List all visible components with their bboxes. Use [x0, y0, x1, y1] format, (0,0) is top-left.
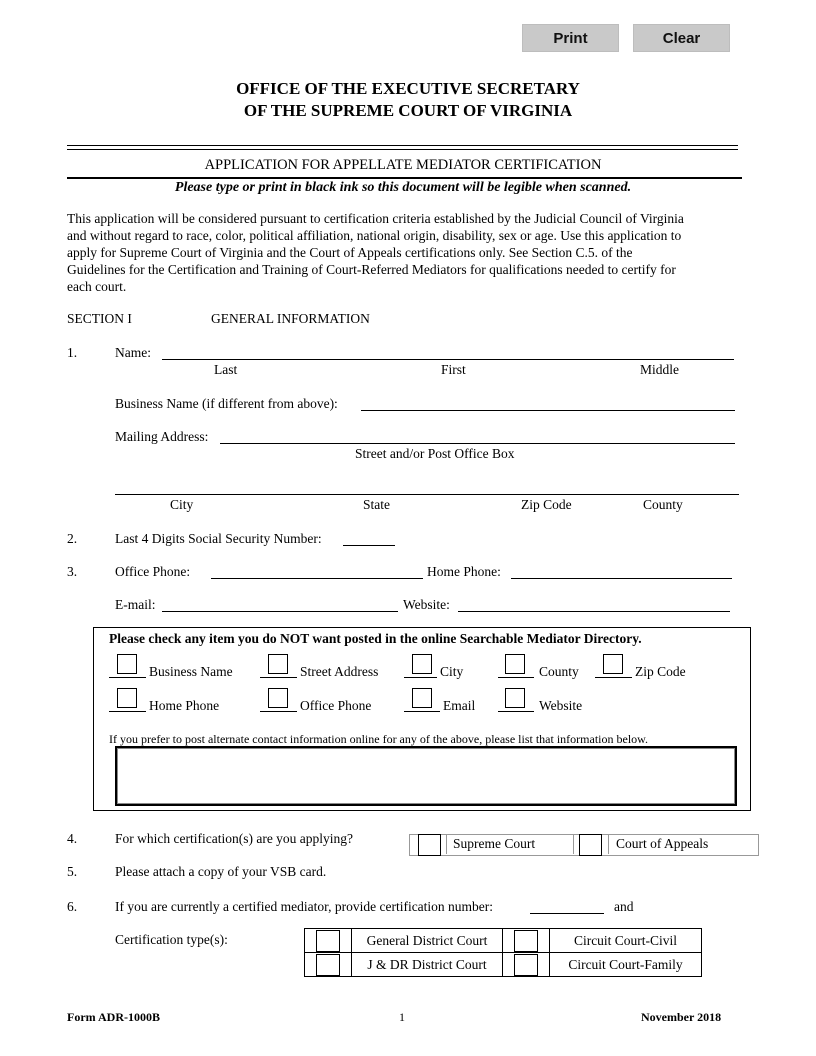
hide-zip-code-checkbox[interactable]: [603, 654, 623, 674]
business-name-input[interactable]: [361, 395, 735, 411]
name-sub-first: First: [441, 362, 466, 377]
intro-line: each court.: [67, 279, 127, 294]
office-heading-line2: OF THE SUPREME COURT OF VIRGINIA: [243, 101, 573, 120]
checkbox-underline: [595, 677, 632, 678]
name-sub-middle: Middle: [640, 362, 679, 377]
checkbox-underline: [498, 677, 534, 678]
address-sub-zip: Zip Code: [521, 497, 572, 512]
section-number: SECTION I: [67, 311, 132, 326]
title-underline: [67, 177, 742, 179]
checkbox-underline: [260, 711, 297, 712]
circuit-civil-checkbox[interactable]: [514, 930, 538, 952]
office-phone-input[interactable]: [211, 563, 423, 579]
certification-types-table: [304, 928, 702, 977]
table-row: [305, 929, 702, 953]
address-sub-county: County: [643, 497, 683, 512]
city-state-zip-input[interactable]: [115, 479, 739, 495]
intro-line: apply for Supreme Court of Virginia and the Court of Appeals certifications only. See Section C.5. of the: [67, 245, 633, 260]
footer-page-number: 1: [399, 1010, 405, 1024]
ssn-label: Last 4 Digits Social Security Number:: [115, 531, 322, 546]
email-input[interactable]: [162, 596, 398, 612]
hide-office-phone-label: Office Phone: [300, 698, 372, 713]
certification-number-input[interactable]: [530, 898, 604, 914]
circuit-family-cell: [503, 953, 550, 977]
footer-form-id: Form ADR-1000B: [67, 1010, 160, 1024]
checkbox-underline: [109, 711, 146, 712]
ink-instruction: Please type or print in black ink so this document will be legible when scanned.: [174, 180, 632, 195]
hide-business-name-label: Business Name: [149, 664, 233, 679]
alternate-contact-textarea[interactable]: [115, 746, 737, 806]
court-of-appeals-label: Court of Appeals: [616, 836, 709, 851]
checkbox-underline: [404, 711, 440, 712]
jdr-district-cell: [305, 953, 352, 977]
divider-top: [67, 145, 738, 146]
clear-button[interactable]: Clear: [633, 24, 730, 52]
supreme-court-checkbox[interactable]: [418, 834, 441, 856]
hide-home-phone-checkbox[interactable]: [117, 688, 137, 708]
website-input[interactable]: [458, 596, 730, 612]
general-district-cell: [305, 929, 352, 953]
intro-line: Guidelines for the Certification and Training of Court-Referred Mediators for qualifications needed to certify for: [67, 262, 676, 277]
hide-county-label: County: [539, 664, 579, 679]
print-button[interactable]: Print: [522, 24, 619, 52]
mailing-sub-street: Street and/or Post Office Box: [355, 446, 515, 461]
website-label: Website:: [403, 597, 450, 612]
name-input[interactable]: [162, 344, 734, 360]
home-phone-label: Home Phone:: [427, 564, 501, 579]
office-heading-line1: OFFICE OF THE EXECUTIVE SECRETARY: [236, 79, 580, 98]
mailing-address-label: Mailing Address:: [115, 429, 209, 444]
certification-number-label: If you are currently a certified mediator, provide certification number:: [115, 899, 494, 914]
hide-website-checkbox[interactable]: [505, 688, 525, 708]
court-of-appeals-checkbox[interactable]: [579, 834, 602, 856]
divider: [573, 834, 574, 854]
supreme-court-label: Supreme Court: [453, 836, 536, 851]
hide-office-phone-checkbox[interactable]: [268, 688, 288, 708]
q5-number: 5.: [67, 864, 78, 879]
jdr-district-label: J & DR District Court: [352, 953, 503, 977]
address-sub-state: State: [363, 497, 390, 512]
email-label: E-mail:: [115, 597, 156, 612]
checkbox-underline: [498, 711, 534, 712]
divider: [608, 834, 609, 854]
section-title: GENERAL INFORMATION: [211, 311, 370, 326]
hide-zip-code-label: Zip Code: [635, 664, 686, 679]
circuit-family-checkbox[interactable]: [514, 954, 538, 976]
certification-applying-label: For which certification(s) are you applying?: [115, 831, 354, 846]
table-row: [305, 953, 702, 977]
hide-street-address-checkbox[interactable]: [268, 654, 288, 674]
name-sub-last: Last: [214, 362, 238, 377]
q2-number: 2.: [67, 531, 78, 546]
hide-city-label: City: [440, 664, 464, 679]
name-label: Name:: [115, 345, 151, 360]
circuit-family-label: Circuit Court-Family: [550, 953, 702, 977]
divider-top-2: [67, 149, 738, 150]
directory-heading: Please check any item you do NOT want posted in the online Searchable Mediator Directory.: [109, 631, 642, 646]
hide-business-name-checkbox[interactable]: [117, 654, 137, 674]
checkbox-underline: [260, 677, 297, 678]
business-name-label: Business Name (if different from above):: [115, 396, 338, 411]
intro-line: and without regard to race, color, political affiliation, national origin, disability, sex or age. Use this application to: [67, 228, 682, 243]
office-phone-label: Office Phone:: [115, 564, 191, 579]
form-title: APPLICATION FOR APPELLATE MEDIATOR CERTIFICATION: [204, 157, 602, 173]
vsb-card-instruction: Please attach a copy of your VSB card.: [115, 864, 327, 879]
mailing-address-input[interactable]: [220, 428, 735, 444]
hide-city-checkbox[interactable]: [412, 654, 432, 674]
footer-date: November 2018: [641, 1010, 722, 1024]
checkbox-underline: [404, 677, 437, 678]
q6-number: 6.: [67, 899, 78, 914]
circuit-civil-label: Circuit Court-Civil: [550, 929, 702, 953]
hide-website-label: Website: [539, 698, 583, 713]
divider: [446, 834, 447, 854]
checkbox-underline: [109, 677, 146, 678]
hide-county-checkbox[interactable]: [505, 654, 525, 674]
circuit-civil-cell: [503, 929, 550, 953]
q4-number: 4.: [67, 831, 78, 846]
general-district-label: General District Court: [352, 929, 503, 953]
ssn-last4-input[interactable]: [343, 530, 395, 546]
alternate-contact-note: If you prefer to post alternate contact information online for any of the above, please list that information below.: [109, 732, 649, 746]
home-phone-input[interactable]: [511, 563, 732, 579]
jdr-district-checkbox[interactable]: [316, 954, 340, 976]
q3-number: 3.: [67, 564, 78, 579]
and-text: and: [614, 899, 634, 914]
hide-email-label: Email: [443, 698, 476, 713]
intro-line: This application will be considered pursuant to certification criteria established by the Judicial Council of Virginia: [67, 211, 684, 226]
q1-number: 1.: [67, 345, 78, 360]
general-district-checkbox[interactable]: [316, 930, 340, 952]
certification-types-label: Certification type(s):: [115, 932, 228, 947]
hide-email-checkbox[interactable]: [412, 688, 432, 708]
hide-home-phone-label: Home Phone: [149, 698, 220, 713]
hide-street-address-label: Street Address: [300, 664, 379, 679]
intro-paragraph: [67, 210, 743, 295]
address-sub-city: City: [170, 497, 194, 512]
